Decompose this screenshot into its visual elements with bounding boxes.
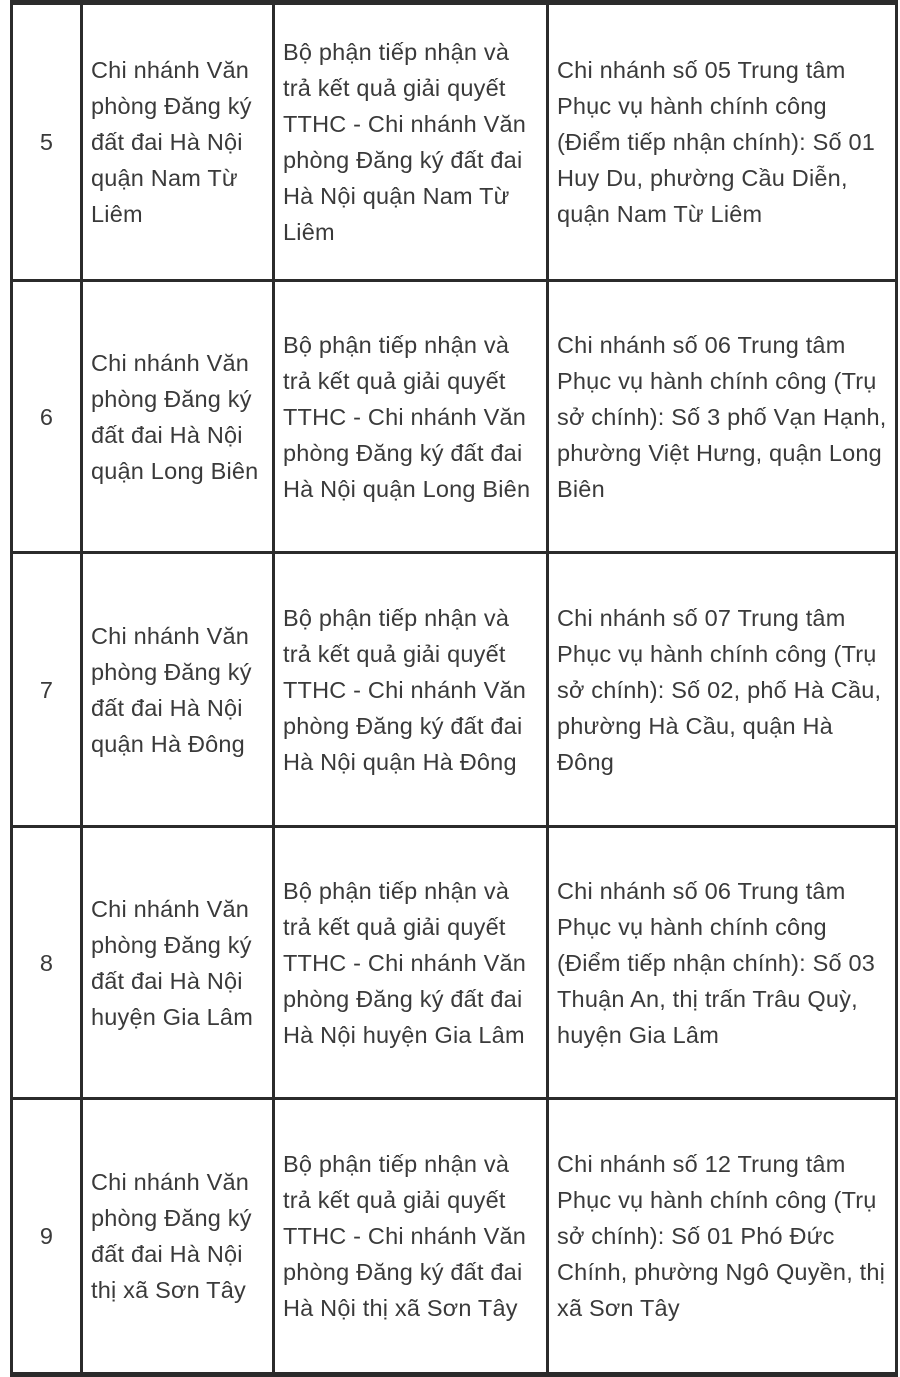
row-number: 9	[12, 1099, 82, 1375]
table-row	[12, 827, 897, 1099]
land-registry-table	[10, 0, 898, 1377]
service-address: Chi nhánh số 06 Trung tâm Phục vụ hành chính công (Điểm tiếp nhận chính): Số 03 Thuận An, thị trấn Trâu Quỳ, huyện Gia Lâm	[548, 827, 897, 1099]
service-address: Chi nhánh số 12 Trung tâm Phục vụ hành chính công (Trụ sở chính): Số 01 Phó Đức Chính, phường Ngô Quyền, thị xã Sơn Tây	[548, 1099, 897, 1375]
reception-department: Bộ phận tiếp nhận và trả kết quả giải quyết TTHC - Chi nhánh Văn phòng Đăng ký đất đai Hà Nội thị xã Sơn Tây	[274, 1099, 548, 1375]
row-number: 5	[12, 3, 82, 281]
branch-name: Chi nhánh Văn phòng Đăng ký đất đai Hà Nội thị xã Sơn Tây	[82, 1099, 274, 1375]
reception-department: Bộ phận tiếp nhận và trả kết quả giải quyết TTHC - Chi nhánh Văn phòng Đăng ký đất đai Hà Nội quận Nam Từ Liêm	[274, 3, 548, 281]
branch-name: Chi nhánh Văn phòng Đăng ký đất đai Hà Nội quận Hà Đông	[82, 553, 274, 827]
table-row	[12, 553, 897, 827]
service-address: Chi nhánh số 05 Trung tâm Phục vụ hành chính công (Điểm tiếp nhận chính): Số 01 Huy Du, phường Cầu Diễn, quận Nam Từ Liêm	[548, 3, 897, 281]
reception-department: Bộ phận tiếp nhận và trả kết quả giải quyết TTHC - Chi nhánh Văn phòng Đăng ký đất đai Hà Nội huyện Gia Lâm	[274, 827, 548, 1099]
service-address: Chi nhánh số 07 Trung tâm Phục vụ hành chính công (Trụ sở chính): Số 02, phố Hà Cầu, phường Hà Cầu, quận Hà Đông	[548, 553, 897, 827]
table-row	[12, 1099, 897, 1375]
row-number: 6	[12, 281, 82, 553]
branch-name: Chi nhánh Văn phòng Đăng ký đất đai Hà Nội quận Nam Từ Liêm	[82, 3, 274, 281]
service-address: Chi nhánh số 06 Trung tâm Phục vụ hành chính công (Trụ sở chính): Số 3 phố Vạn Hạnh, phường Việt Hưng, quận Long Biên	[548, 281, 897, 553]
row-number: 7	[12, 553, 82, 827]
branch-name: Chi nhánh Văn phòng Đăng ký đất đai Hà Nội huyện Gia Lâm	[82, 827, 274, 1099]
land-registry-table-container	[10, 0, 895, 1377]
table-row	[12, 281, 897, 553]
reception-department: Bộ phận tiếp nhận và trả kết quả giải quyết TTHC - Chi nhánh Văn phòng Đăng ký đất đai Hà Nội quận Long Biên	[274, 281, 548, 553]
table-row	[12, 3, 897, 281]
row-number: 8	[12, 827, 82, 1099]
branch-name: Chi nhánh Văn phòng Đăng ký đất đai Hà Nội quận Long Biên	[82, 281, 274, 553]
reception-department: Bộ phận tiếp nhận và trả kết quả giải quyết TTHC - Chi nhánh Văn phòng Đăng ký đất đai Hà Nội quận Hà Đông	[274, 553, 548, 827]
